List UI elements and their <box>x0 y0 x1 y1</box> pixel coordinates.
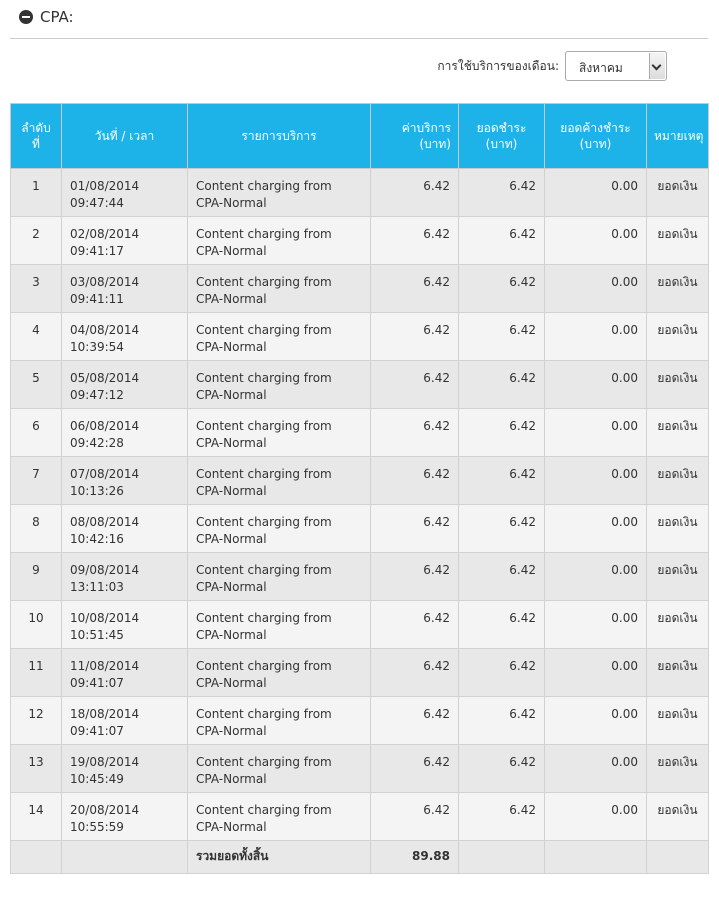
cell-service <box>188 409 371 457</box>
cell-charge-charge: 6.42 <box>423 179 450 193</box>
table-row <box>11 601 709 649</box>
cell-charge <box>371 553 459 601</box>
cell-note-note: ยอดเงิน <box>657 323 698 337</box>
cell-datetime-date: 01/08/2014 <box>70 179 140 193</box>
month-filter-label: การใช้บริการของเดือน: <box>437 58 559 73</box>
cell-outstanding-outstanding: 0.00 <box>611 611 638 625</box>
cell-outstanding <box>545 553 647 601</box>
cell-paid-paid: 6.42 <box>509 563 536 577</box>
table-row <box>11 697 709 745</box>
cell-note-note: ยอดเงิน <box>657 371 698 385</box>
cell-service-service1: Content charging from <box>196 275 332 289</box>
cell-no <box>11 697 62 745</box>
cell-paid <box>459 409 545 457</box>
cell-note-note: ยอดเงิน <box>657 275 698 289</box>
cell-no-no: 6 <box>32 419 40 433</box>
cell-no-no: 12 <box>28 707 44 721</box>
cell-outstanding <box>545 505 647 553</box>
cell-paid-paid: 6.42 <box>509 275 536 289</box>
cell-charge <box>371 601 459 649</box>
cell-charge-charge: 6.42 <box>423 227 450 241</box>
cell-datetime <box>62 361 188 409</box>
cell-note-note: ยอดเงิน <box>657 179 698 193</box>
table-row <box>11 745 709 793</box>
cell-datetime <box>62 409 188 457</box>
cell-note <box>647 553 709 601</box>
cell-outstanding-outstanding: 0.00 <box>611 227 638 241</box>
cell-paid-paid: 6.42 <box>509 419 536 433</box>
cell-outstanding <box>545 265 647 313</box>
cell-charge-charge: 6.42 <box>423 371 450 385</box>
cell-paid <box>459 457 545 505</box>
cell-note-note: ยอดเงิน <box>657 563 698 577</box>
cell-note <box>647 313 709 361</box>
cell-paid-paid: 6.42 <box>509 755 536 769</box>
cell-no <box>11 409 62 457</box>
cell-paid <box>459 697 545 745</box>
cell-service <box>188 649 371 697</box>
cell-service-service2: CPA-Normal <box>196 196 267 210</box>
cell-service-service2: CPA-Normal <box>196 532 267 546</box>
cell-paid <box>459 553 545 601</box>
cell-note <box>647 601 709 649</box>
cell-service <box>188 697 371 745</box>
cell-datetime-time: 13:11:03 <box>70 580 124 594</box>
table-row <box>11 505 709 553</box>
cell-charge-charge: 6.42 <box>423 419 450 433</box>
cell-datetime-time: 10:39:54 <box>70 340 124 354</box>
cell-paid-paid: 6.42 <box>509 659 536 673</box>
column-header-note: หมายเหตุ <box>647 104 709 169</box>
column-header-service: รายการบริการ <box>188 104 371 169</box>
cell-service-service1: Content charging from <box>196 179 332 193</box>
cell-paid-paid: 6.42 <box>509 803 536 817</box>
cell-no <box>11 793 62 841</box>
cell-service-service2: CPA-Normal <box>196 436 267 450</box>
cell-datetime-date: 05/08/2014 <box>70 371 140 385</box>
cell-note-note: ยอดเงิน <box>657 803 698 817</box>
cell-service <box>188 169 371 217</box>
section-header <box>10 0 708 39</box>
cell-datetime-time: 10:51:45 <box>70 628 124 642</box>
cell-charge-charge: 6.42 <box>423 515 450 529</box>
cell-service <box>188 745 371 793</box>
cell-outstanding <box>545 409 647 457</box>
cell-no <box>11 313 62 361</box>
cell-note <box>647 793 709 841</box>
cell-datetime <box>62 553 188 601</box>
cell-no-no: 2 <box>32 227 40 241</box>
table-row <box>11 409 709 457</box>
cell-no <box>11 553 62 601</box>
cell-charge-charge: 6.42 <box>423 563 450 577</box>
cell-service <box>188 217 371 265</box>
cell-datetime-time: 09:47:12 <box>70 388 124 402</box>
column-header-charge: ค่าบริการ (บาท) <box>371 104 459 169</box>
cell-service-service1: Content charging from <box>196 659 332 673</box>
cell-datetime-date: 10/08/2014 <box>70 611 140 625</box>
cell-note <box>647 217 709 265</box>
cell-datetime-date: 09/08/2014 <box>70 563 140 577</box>
cell-datetime-time: 09:41:11 <box>70 292 124 306</box>
cell-note <box>647 697 709 745</box>
cell-service-service1: Content charging from <box>196 227 332 241</box>
cell-paid <box>459 601 545 649</box>
cell-charge-charge: 6.42 <box>423 275 450 289</box>
cell-service <box>188 361 371 409</box>
cell-datetime-date: 18/08/2014 <box>70 707 140 721</box>
footer-empty-cell <box>647 841 709 874</box>
column-header-no: ลำดับที่ <box>11 104 62 169</box>
cell-datetime-time: 10:13:26 <box>70 484 124 498</box>
cell-note <box>647 409 709 457</box>
cell-no-no: 11 <box>28 659 44 673</box>
cell-service <box>188 313 371 361</box>
cell-service-service2: CPA-Normal <box>196 772 267 786</box>
cell-no-no: 4 <box>32 323 40 337</box>
cell-note-note: ยอดเงิน <box>657 227 698 241</box>
cell-outstanding <box>545 169 647 217</box>
cell-service-service2: CPA-Normal <box>196 628 267 642</box>
cell-paid-paid: 6.42 <box>509 707 536 721</box>
cell-datetime <box>62 505 188 553</box>
cell-charge <box>371 313 459 361</box>
cell-service-service1: Content charging from <box>196 419 332 433</box>
cell-outstanding-outstanding: 0.00 <box>611 323 638 337</box>
cell-note-note: ยอดเงิน <box>657 611 698 625</box>
cell-service-service2: CPA-Normal <box>196 676 267 690</box>
cell-datetime <box>62 217 188 265</box>
cell-service-service1: Content charging from <box>196 611 332 625</box>
cell-charge <box>371 697 459 745</box>
cell-datetime-time: 09:41:07 <box>70 676 124 690</box>
table-row <box>11 361 709 409</box>
cell-no <box>11 505 62 553</box>
footer-total-value: 89.88 <box>371 841 459 874</box>
cell-service-service1: Content charging from <box>196 467 332 481</box>
cell-no-no: 9 <box>32 563 40 577</box>
cell-datetime <box>62 601 188 649</box>
cell-datetime-time: 10:42:16 <box>70 532 124 546</box>
cell-service-service2: CPA-Normal <box>196 820 267 834</box>
cell-service-service2: CPA-Normal <box>196 724 267 738</box>
cell-outstanding-outstanding: 0.00 <box>611 467 638 481</box>
table-row <box>11 649 709 697</box>
cell-datetime-date: 11/08/2014 <box>70 659 140 673</box>
cell-datetime <box>62 457 188 505</box>
cell-note <box>647 745 709 793</box>
cell-service-service2: CPA-Normal <box>196 580 267 594</box>
column-header-paid: ยอดชำระ (บาท) <box>459 104 545 169</box>
cell-service <box>188 265 371 313</box>
cell-service <box>188 553 371 601</box>
cell-no-no: 5 <box>32 371 40 385</box>
cell-paid <box>459 505 545 553</box>
cell-service-service1: Content charging from <box>196 515 332 529</box>
cell-charge <box>371 649 459 697</box>
cell-note <box>647 169 709 217</box>
footer-empty-cell <box>459 841 545 874</box>
month-select-value: สิงหาคม <box>579 61 623 75</box>
cell-datetime-date: 20/08/2014 <box>70 803 140 817</box>
table-row <box>11 169 709 217</box>
cell-outstanding-outstanding: 0.00 <box>611 707 638 721</box>
cell-service-service2: CPA-Normal <box>196 340 267 354</box>
cell-no <box>11 361 62 409</box>
cell-datetime-time: 09:41:07 <box>70 724 124 738</box>
cell-paid <box>459 169 545 217</box>
cell-outstanding <box>545 313 647 361</box>
month-filter <box>437 50 667 82</box>
cell-no <box>11 457 62 505</box>
cell-datetime <box>62 313 188 361</box>
cell-no-no: 7 <box>32 467 40 481</box>
cell-charge <box>371 217 459 265</box>
cell-note-note: ยอดเงิน <box>657 467 698 481</box>
cell-datetime-date: 06/08/2014 <box>70 419 140 433</box>
cell-note <box>647 457 709 505</box>
cell-datetime <box>62 169 188 217</box>
cell-paid <box>459 745 545 793</box>
column-header-datetime: วันที่ / เวลา <box>62 104 188 169</box>
cell-no <box>11 745 62 793</box>
cell-service-service2: CPA-Normal <box>196 484 267 498</box>
cell-paid-paid: 6.42 <box>509 179 536 193</box>
month-select[interactable] <box>565 51 667 81</box>
cell-service <box>188 793 371 841</box>
cell-outstanding <box>545 361 647 409</box>
footer-empty-cell <box>11 841 62 874</box>
cell-note <box>647 649 709 697</box>
cell-no <box>11 265 62 313</box>
cell-datetime-date: 04/08/2014 <box>70 323 140 337</box>
cell-outstanding-outstanding: 0.00 <box>611 419 638 433</box>
cell-outstanding-outstanding: 0.00 <box>611 803 638 817</box>
cell-charge <box>371 361 459 409</box>
cell-note-note: ยอดเงิน <box>657 755 698 769</box>
column-header-outstanding: ยอดค้างชำระ (บาท) <box>545 104 647 169</box>
cell-service-service1: Content charging from <box>196 755 332 769</box>
cell-paid <box>459 313 545 361</box>
cell-charge-charge: 6.42 <box>423 659 450 673</box>
cell-no-no: 1 <box>32 179 40 193</box>
cell-service-service1: Content charging from <box>196 563 332 577</box>
cell-outstanding <box>545 649 647 697</box>
cell-paid <box>459 649 545 697</box>
table-row <box>11 793 709 841</box>
cell-note <box>647 505 709 553</box>
cell-paid <box>459 793 545 841</box>
cell-note-note: ยอดเงิน <box>657 419 698 433</box>
cell-charge <box>371 745 459 793</box>
cell-datetime-date: 02/08/2014 <box>70 227 140 241</box>
table-row <box>11 553 709 601</box>
cell-no-no: 3 <box>32 275 40 289</box>
cell-service-service1: Content charging from <box>196 803 332 817</box>
cell-datetime-time: 09:47:44 <box>70 196 124 210</box>
cell-outstanding-outstanding: 0.00 <box>611 275 638 289</box>
cell-no <box>11 169 62 217</box>
cell-service-service1: Content charging from <box>196 323 332 337</box>
cell-no-no: 14 <box>28 803 44 817</box>
cell-no-no: 10 <box>28 611 44 625</box>
cell-outstanding-outstanding: 0.00 <box>611 563 638 577</box>
table-row <box>11 265 709 313</box>
cell-datetime-time: 09:42:28 <box>70 436 124 450</box>
table-footer-row <box>11 841 709 874</box>
cell-charge-charge: 6.42 <box>423 323 450 337</box>
cell-paid-paid: 6.42 <box>509 611 536 625</box>
cell-service <box>188 505 371 553</box>
cell-outstanding <box>545 457 647 505</box>
cell-paid <box>459 265 545 313</box>
cell-charge-charge: 6.42 <box>423 707 450 721</box>
cell-paid-paid: 6.42 <box>509 323 536 337</box>
cell-paid-paid: 6.42 <box>509 227 536 241</box>
cell-charge <box>371 265 459 313</box>
cell-datetime-date: 03/08/2014 <box>70 275 140 289</box>
cell-charge <box>371 457 459 505</box>
cell-charge <box>371 409 459 457</box>
cell-datetime <box>62 649 188 697</box>
cell-datetime <box>62 697 188 745</box>
cell-datetime <box>62 745 188 793</box>
cell-service-service2: CPA-Normal <box>196 244 267 258</box>
cell-no-no: 13 <box>28 755 44 769</box>
cell-paid <box>459 217 545 265</box>
cell-service-service2: CPA-Normal <box>196 292 267 306</box>
chevron-down-icon[interactable] <box>649 53 665 79</box>
cell-no <box>11 217 62 265</box>
cell-note <box>647 361 709 409</box>
cell-note-note: ยอดเงิน <box>657 659 698 673</box>
cell-datetime-date: 08/08/2014 <box>70 515 140 529</box>
cell-datetime-date: 07/08/2014 <box>70 467 140 481</box>
cell-note-note: ยอดเงิน <box>657 515 698 529</box>
cell-datetime-time: 10:45:49 <box>70 772 124 786</box>
cell-note <box>647 265 709 313</box>
cell-outstanding <box>545 601 647 649</box>
table-row <box>11 457 709 505</box>
cell-outstanding-outstanding: 0.00 <box>611 659 638 673</box>
cell-datetime-time: 09:41:17 <box>70 244 124 258</box>
cell-charge-charge: 6.42 <box>423 803 450 817</box>
cell-charge <box>371 793 459 841</box>
cell-service <box>188 601 371 649</box>
cell-datetime <box>62 265 188 313</box>
cell-charge-charge: 6.42 <box>423 611 450 625</box>
cell-paid <box>459 361 545 409</box>
table-row <box>11 217 709 265</box>
cell-outstanding <box>545 697 647 745</box>
cell-no <box>11 649 62 697</box>
cell-paid-paid: 6.42 <box>509 515 536 529</box>
table-header-row <box>11 104 709 169</box>
cell-charge <box>371 505 459 553</box>
cell-service <box>188 457 371 505</box>
cell-note-note: ยอดเงิน <box>657 707 698 721</box>
billing-table <box>10 103 709 874</box>
footer-empty-cell <box>62 841 188 874</box>
cell-service-service1: Content charging from <box>196 371 332 385</box>
cell-datetime-time: 10:55:59 <box>70 820 124 834</box>
cell-outstanding <box>545 745 647 793</box>
cell-outstanding <box>545 793 647 841</box>
cell-paid-paid: 6.42 <box>509 371 536 385</box>
cell-service-service2: CPA-Normal <box>196 388 267 402</box>
cell-charge-charge: 6.42 <box>423 467 450 481</box>
cell-charge <box>371 169 459 217</box>
cell-datetime-date: 19/08/2014 <box>70 755 140 769</box>
table-row <box>11 313 709 361</box>
cell-service-service1: Content charging from <box>196 707 332 721</box>
cell-outstanding <box>545 217 647 265</box>
footer-empty-cell <box>545 841 647 874</box>
minus-circle-icon[interactable] <box>19 10 33 24</box>
footer-total-label: รวมยอดทั้งสิ้น <box>188 841 371 874</box>
cell-outstanding-outstanding: 0.00 <box>611 515 638 529</box>
cell-outstanding-outstanding: 0.00 <box>611 371 638 385</box>
cell-datetime <box>62 793 188 841</box>
cell-outstanding-outstanding: 0.00 <box>611 179 638 193</box>
cell-no <box>11 601 62 649</box>
cell-charge-charge: 6.42 <box>423 755 450 769</box>
cell-outstanding-outstanding: 0.00 <box>611 755 638 769</box>
cell-no-no: 8 <box>32 515 40 529</box>
cell-paid-paid: 6.42 <box>509 467 536 481</box>
section-title: CPA: <box>40 8 74 26</box>
